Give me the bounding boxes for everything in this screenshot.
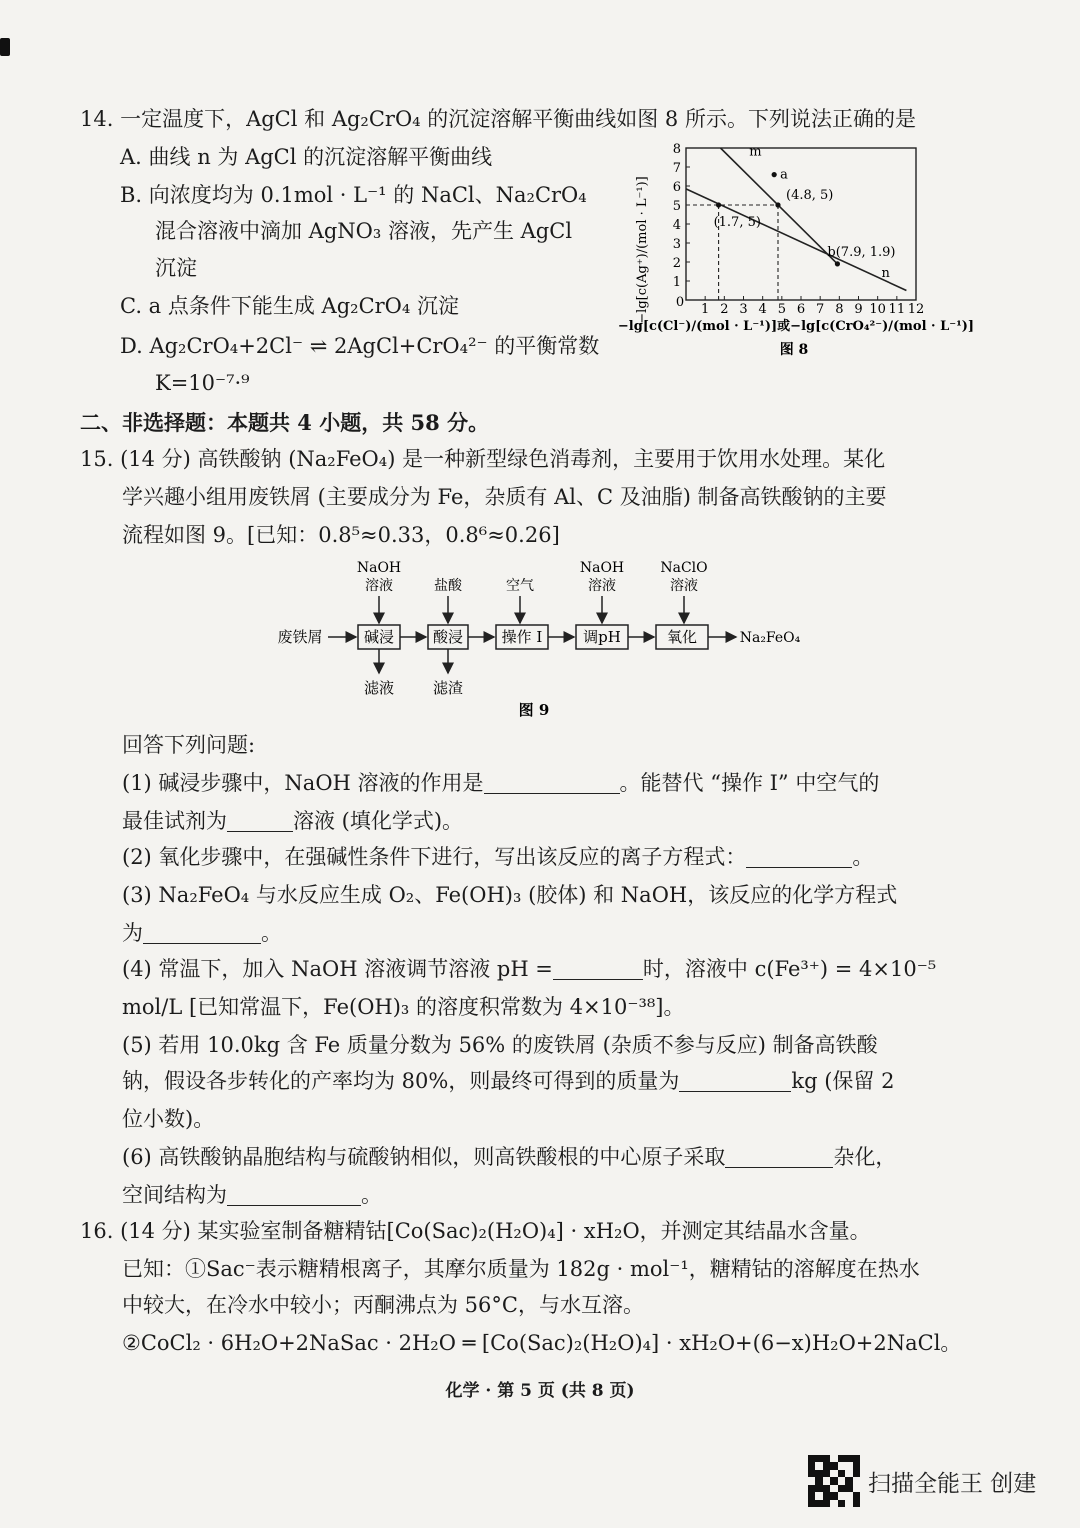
fig8-x-tick-label: 8 (835, 302, 844, 317)
figure-8-chart (618, 140, 983, 362)
figure-9-flowchart (270, 555, 810, 725)
fig8-x-tick-label: 7 (816, 302, 825, 317)
flow-output-residue: 滤渣 (432, 679, 464, 697)
flow-input-1-line2: 溶液 (365, 578, 393, 594)
flow-start-label: 废铁屑 (277, 628, 323, 646)
q14-option-c: C. a 点条件下能生成 Ag₂CrO₄ 沉淀 (120, 294, 459, 318)
fig8-curve-n-label: n (881, 266, 890, 282)
q15-part4-line2: mol/L [已知常温下，Fe(OH)₃ 的溶度积常数为 4×10⁻³⁸]。 (122, 995, 685, 1019)
q15-p1-text-b: 。能替代 “操作 I” 中空气的 (619, 771, 880, 795)
fig8-x-tick-label: 2 (720, 302, 729, 317)
answer-blank-3[interactable] (746, 845, 852, 868)
flow-input-5-line1: NaClO (660, 560, 708, 576)
flow-input-5-line2: 溶液 (670, 578, 698, 594)
fig8-point (772, 172, 777, 177)
q15-part6-line2 (122, 1180, 382, 1210)
q15-part3-line1: (3) Na₂FeO₄ 与水反应生成 O₂、Fe(OH)₃ (胶体) 和 NaOH，该反应的化学方程式 (122, 883, 898, 907)
q15-p4-text-b: 时，溶液中 c(Fe³⁺) = 4×10⁻⁵ (642, 957, 937, 981)
q16-known-line3: ②CoCl₂ · 6H₂O+2NaSac · 2H₂O ═ [Co(Sac)₂(H₂O)₄] · xH₂O+(6−x)H₂O+2NaCl。 (122, 1331, 962, 1355)
q15-stem-line2: 学兴趣小组用废铁屑 (主要成分为 Fe，杂质有 Al、C 及油脂) 制备高铁酸钠的主要 (122, 485, 887, 509)
fig8-point-b-label: b(7.9, 1.9) (827, 244, 896, 260)
q15-part3-line2 (122, 918, 282, 948)
page-footer: 化学 · 第 5 页 (共 8 页) (445, 1381, 635, 1401)
fig8-point (835, 261, 840, 266)
q14-option-b-line2: 混合溶液中滴加 AgNO₃ 溶液，先产生 AgCl (155, 219, 573, 243)
q15-part6-line1 (122, 1142, 896, 1172)
answer-blank-7[interactable] (725, 1145, 833, 1168)
q15-part1-line2 (122, 806, 463, 836)
q15-part5-line3: 位小数)。 (122, 1107, 215, 1131)
fig8-point (775, 202, 780, 207)
fig8-y-tick-label: 5 (672, 199, 681, 214)
fig8-x-tick-label: 5 (777, 302, 786, 317)
flow-step-operation-1: 操作 I (501, 628, 543, 646)
qr-code-icon (808, 1455, 860, 1507)
fig8-y-tick-label: 2 (672, 256, 681, 271)
watermark-text: 扫描全能王 创建 (868, 1470, 1037, 1497)
fig8-y-tick-label: 1 (672, 275, 681, 290)
flow-input-4-line1: NaOH (579, 560, 625, 576)
q15-p1-text-d: 溶液 (填化学式)。 (293, 809, 464, 833)
q15-p5-text-b: 钠，假设各步转化的产率均为 80%，则最终可得到的质量为 (122, 1069, 680, 1093)
q15-p2-text-a: (2) 氧化步骤中，在强碱性条件下进行，写出该反应的离子方程式： (122, 845, 747, 869)
q15-part2 (122, 842, 873, 872)
q15-p6-text-d: 。 (361, 1183, 382, 1207)
answer-blank-1[interactable] (484, 771, 620, 794)
answer-blank-6[interactable] (679, 1069, 791, 1092)
fig8-y-tick-label: 8 (672, 142, 681, 157)
q15-p3-text-b: 为 (122, 921, 143, 945)
q15-part5-line2 (122, 1066, 894, 1096)
fig8-x-tick-label: 11 (888, 302, 906, 317)
fig8-x-axis-label: −lg[c(Cl⁻)/(mol · L⁻¹)]或−lg[c(CrO₄²⁻)/(mol · L⁻¹)] (618, 319, 975, 334)
flow-end-label: Na₂FeO₄ (739, 630, 801, 646)
answer-blank-4[interactable] (143, 921, 261, 944)
answer-blank-5[interactable] (553, 957, 643, 980)
q16-known-line2: 中较大，在冷水中较小；丙酮沸点为 56°C，与水互溶。 (122, 1293, 644, 1317)
q14-option-d-line1: D. Ag₂CrO₄+2Cl⁻ ⇌ 2AgCl+CrO₄²⁻ 的平衡常数 (120, 334, 600, 358)
q15-p5-text-c: kg (保留 2 (791, 1069, 895, 1093)
fig8-y-tick-label: 7 (672, 161, 681, 176)
scanner-watermark (808, 1455, 1036, 1507)
q15-p6-text-a: (6) 高铁酸钠晶胞结构与硫酸钠相似，则高铁酸根的中心原子采取 (122, 1145, 726, 1169)
fig8-point-2-label: (4.8, 5) (786, 188, 834, 203)
fig8-point (716, 202, 721, 207)
fig8-y-tick-label: 3 (672, 237, 681, 252)
q15-answer-intro: 回答下列问题: (122, 733, 256, 757)
q15-p4-text-a: (4) 常温下，加入 NaOH 溶液调节溶液 pH = (122, 957, 553, 981)
q15-p6-text-b: 杂化， (833, 1145, 897, 1169)
q15-stem-line3: 流程如图 9。[已知：0.8⁵≈0.33，0.8⁶≈0.26] (122, 523, 560, 547)
flow-step-alkali-leach: 碱浸 (363, 628, 395, 646)
fig8-point-a-label: a (780, 167, 788, 183)
flow-step-acid-leach: 酸浸 (432, 628, 464, 646)
flow-output-filtrate: 滤液 (363, 679, 395, 697)
q14-option-d-line2: K=10⁻⁷·⁹ (155, 371, 250, 395)
q15-part5-line1: (5) 若用 10.0kg 含 Fe 质量分数为 56% 的废铁屑 (杂质不参与反应) 制备高铁酸 (122, 1033, 878, 1057)
flow-step-adjust-ph: 调pH (583, 628, 621, 646)
q15-part1-line1 (122, 768, 879, 798)
q15-p3-text-c: 。 (261, 921, 282, 945)
fig8-plot-area (673, 142, 925, 317)
q16-known-line1: 已知：①Sac⁻表示糖精根离子，其摩尔质量为 182g · mol⁻¹，糖精钴的溶解度在热水 (122, 1257, 920, 1281)
fig8-x-tick-label: 6 (796, 302, 806, 317)
fig8-origin-label: 0 (675, 295, 685, 310)
fig9-caption: 图 9 (518, 701, 550, 719)
answer-blank-8[interactable] (227, 1183, 361, 1206)
flow-input-2-line2: 盐酸 (434, 578, 462, 594)
q14-option-b-line3: 沉淀 (155, 256, 197, 280)
fig8-point-1-label: (1.7, 5) (713, 215, 761, 230)
fig8-x-tick-label: 3 (739, 302, 748, 317)
answer-blank-2[interactable] (227, 809, 293, 832)
q14-option-b-line1: B. 向浓度均为 0.1mol · L⁻¹ 的 NaCl、Na₂CrO₄ (120, 183, 587, 207)
binding-mark (0, 38, 10, 56)
q15-part4-line1 (122, 954, 936, 984)
q15-p6-text-c: 空间结构为 (122, 1183, 227, 1207)
q14-stem: 14. 一定温度下，AgCl 和 Ag₂CrO₄ 的沉淀溶解平衡曲线如图 8 所示。下列说法正确的是 (80, 107, 916, 131)
fig8-y-axis-label: −lg[c(Ag⁺)/(mol · L⁻¹)] (635, 176, 650, 324)
flow-input-1-line1: NaOH (356, 560, 402, 576)
fig8-y-tick-label: 6 (672, 180, 681, 195)
q15-p1-text-c: 最佳试剂为 (122, 809, 227, 833)
fig8-y-tick-label: 4 (672, 218, 681, 233)
flow-input-4-line2: 溶液 (588, 578, 616, 594)
section-2-title: 二、非选择题：本题共 4 小题，共 58 分。 (80, 410, 490, 435)
fig8-x-tick-label: 12 (907, 302, 925, 317)
fig8-x-tick-label: 1 (701, 302, 710, 317)
flow-step-oxidation: 氧化 (666, 628, 698, 646)
q15-p2-text-b: 。 (852, 845, 874, 869)
fig8-x-tick-label: 10 (869, 302, 886, 317)
flow-input-3-line2: 空气 (506, 578, 534, 594)
fig8-caption: 图 8 (779, 342, 809, 358)
q14-option-a: A. 曲线 n 为 AgCl 的沉淀溶解平衡曲线 (120, 145, 493, 169)
fig8-x-tick-label: 9 (854, 302, 863, 317)
fig8-x-tick-label: 4 (758, 302, 767, 317)
q15-p1-text-a: (1) 碱浸步骤中，NaOH 溶液的作用是 (122, 771, 484, 795)
q16-stem: 16. (14 分) 某实验室制备糖精钴[Co(Sac)₂(H₂O)₄] · xH₂O，并测定其结晶水含量。 (80, 1219, 871, 1243)
fig8-curve-m-label: m (749, 144, 762, 160)
q15-stem-line1: 15. (14 分) 高铁酸钠 (Na₂FeO₄) 是一种新型绿色消毒剂，主要用于饮用水处理。某化 (80, 447, 886, 471)
